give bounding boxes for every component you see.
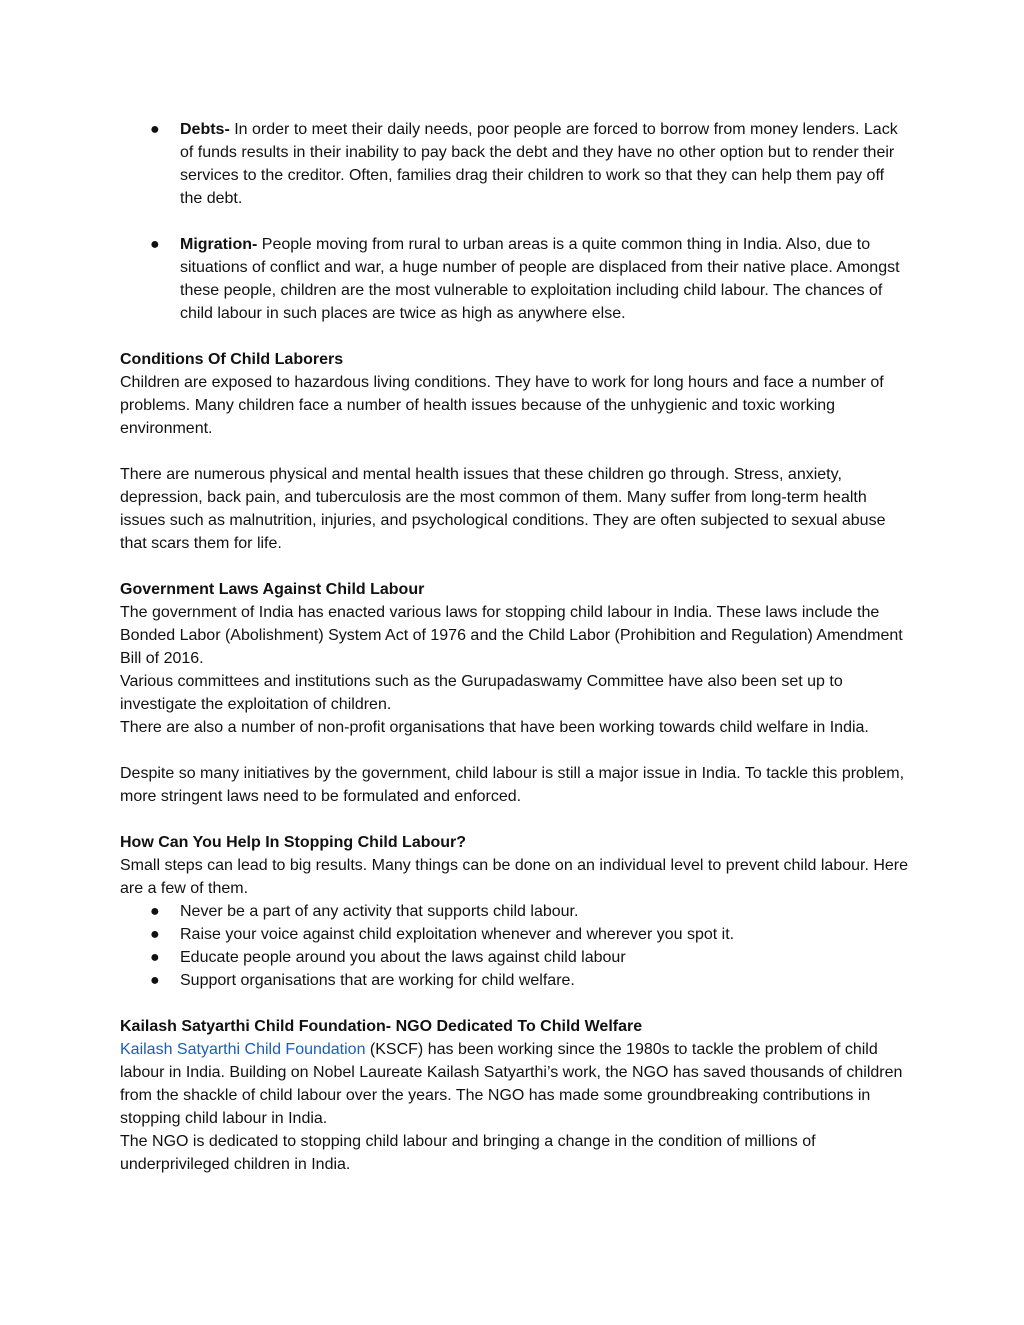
list-item bbox=[120, 946, 910, 969]
section-heading-help: How Can You Help In Stopping Child Labour? bbox=[120, 834, 467, 851]
bullet-icon: ● bbox=[150, 236, 160, 253]
bullet-icon: ● bbox=[150, 903, 160, 920]
list-item bbox=[120, 969, 910, 992]
spacer bbox=[120, 440, 910, 463]
list-item-debts bbox=[120, 118, 910, 210]
causes-list bbox=[120, 118, 910, 325]
spacer bbox=[120, 739, 910, 762]
paragraph: Various committees and institutions such as the Gurupadaswamy Committee have also been set up to investigate the exploitation of children. bbox=[120, 673, 843, 713]
item-text: Raise your voice against child exploitation whenever and wherever you spot it. bbox=[180, 926, 735, 943]
paragraph bbox=[120, 1038, 910, 1130]
document-page bbox=[120, 118, 910, 1176]
paragraph: There are numerous physical and mental health issues that these children go through. Stress, anxiety, depression, back pain, and tuberculosis are the most common of them. Many suffer from long-term health issues such as malnutrition, injuries, and psychological conditions. They are often subjected to sexual abuse that scars them for life. bbox=[120, 466, 886, 552]
bullet-icon: ● bbox=[150, 972, 160, 989]
section-heading-laws: Government Laws Against Child Labour bbox=[120, 581, 425, 598]
list-item bbox=[120, 923, 910, 946]
list-item-migration bbox=[120, 233, 910, 325]
item-text: Never be a part of any activity that supports child labour. bbox=[180, 903, 579, 920]
spacer bbox=[120, 210, 910, 233]
item-text: In order to meet their daily needs, poor people are forced to borrow from money lenders. Lack of funds results in their inability to pay back the debt and they have no other option but to render their services to the creditor. Often, families drag their children to work so that they can help them pay off the debt. bbox=[180, 121, 898, 207]
bullet-icon: ● bbox=[150, 949, 160, 966]
spacer bbox=[120, 325, 910, 348]
list-item bbox=[120, 900, 910, 923]
spacer bbox=[120, 992, 910, 1015]
kscf-link[interactable]: Kailash Satyarthi Child Foundation bbox=[120, 1041, 366, 1058]
item-text: Support organisations that are working for child welfare. bbox=[180, 972, 575, 989]
paragraph: There are also a number of non-profit organisations that have been working towards child welfare in India. bbox=[120, 719, 869, 736]
paragraph-text: (KSCF) has been working since the 1980s to tackle the problem of child labour in India. Building on Nobel Laureate Kailash Satyarthi’s work, the NGO has saved thousands of children from the shackle of child labour over the years. The NGO has made some groundbreaking contributions in stopping child labour in India. bbox=[120, 1041, 903, 1127]
spacer bbox=[120, 555, 910, 578]
spacer bbox=[120, 808, 910, 831]
paragraph: The NGO is dedicated to stopping child labour and bringing a change in the condition of millions of underprivileged children in India. bbox=[120, 1133, 816, 1173]
item-title: Debts- bbox=[180, 121, 230, 138]
section-heading-kscf: Kailash Satyarthi Child Foundation- NGO Dedicated To Child Welfare bbox=[120, 1018, 643, 1035]
item-text: Educate people around you about the laws against child labour bbox=[180, 949, 626, 966]
paragraph: Children are exposed to hazardous living conditions. They have to work for long hours and face a number of problems. Many children face a number of health issues because of the unhygienic and toxic working environment. bbox=[120, 374, 884, 437]
section-heading-conditions: Conditions Of Child Laborers bbox=[120, 351, 344, 368]
paragraph: The government of India has enacted various laws for stopping child labour in India. These laws include the Bonded Labor (Abolishment) System Act of 1976 and the Child Labor (Prohibition and Regulation) Amendment Bill of 2016. bbox=[120, 604, 903, 667]
item-title: Migration- bbox=[180, 236, 258, 253]
bullet-icon: ● bbox=[150, 121, 160, 138]
paragraph: Small steps can lead to big results. Many things can be done on an individual level to prevent child labour. Here are a few of them. bbox=[120, 857, 909, 897]
paragraph: Despite so many initiatives by the government, child labour is still a major issue in India. To tackle this problem, more stringent laws need to be formulated and enforced. bbox=[120, 765, 905, 805]
help-list bbox=[120, 900, 910, 992]
item-text: People moving from rural to urban areas is a quite common thing in India. Also, due to situations of conflict and war, a huge number of people are displaced from their native place. Amongst these people, children are the most vulnerable to exploitation including child labour. The chances of child labour in such places are twice as high as anywhere else. bbox=[180, 236, 900, 322]
bullet-icon: ● bbox=[150, 926, 160, 943]
